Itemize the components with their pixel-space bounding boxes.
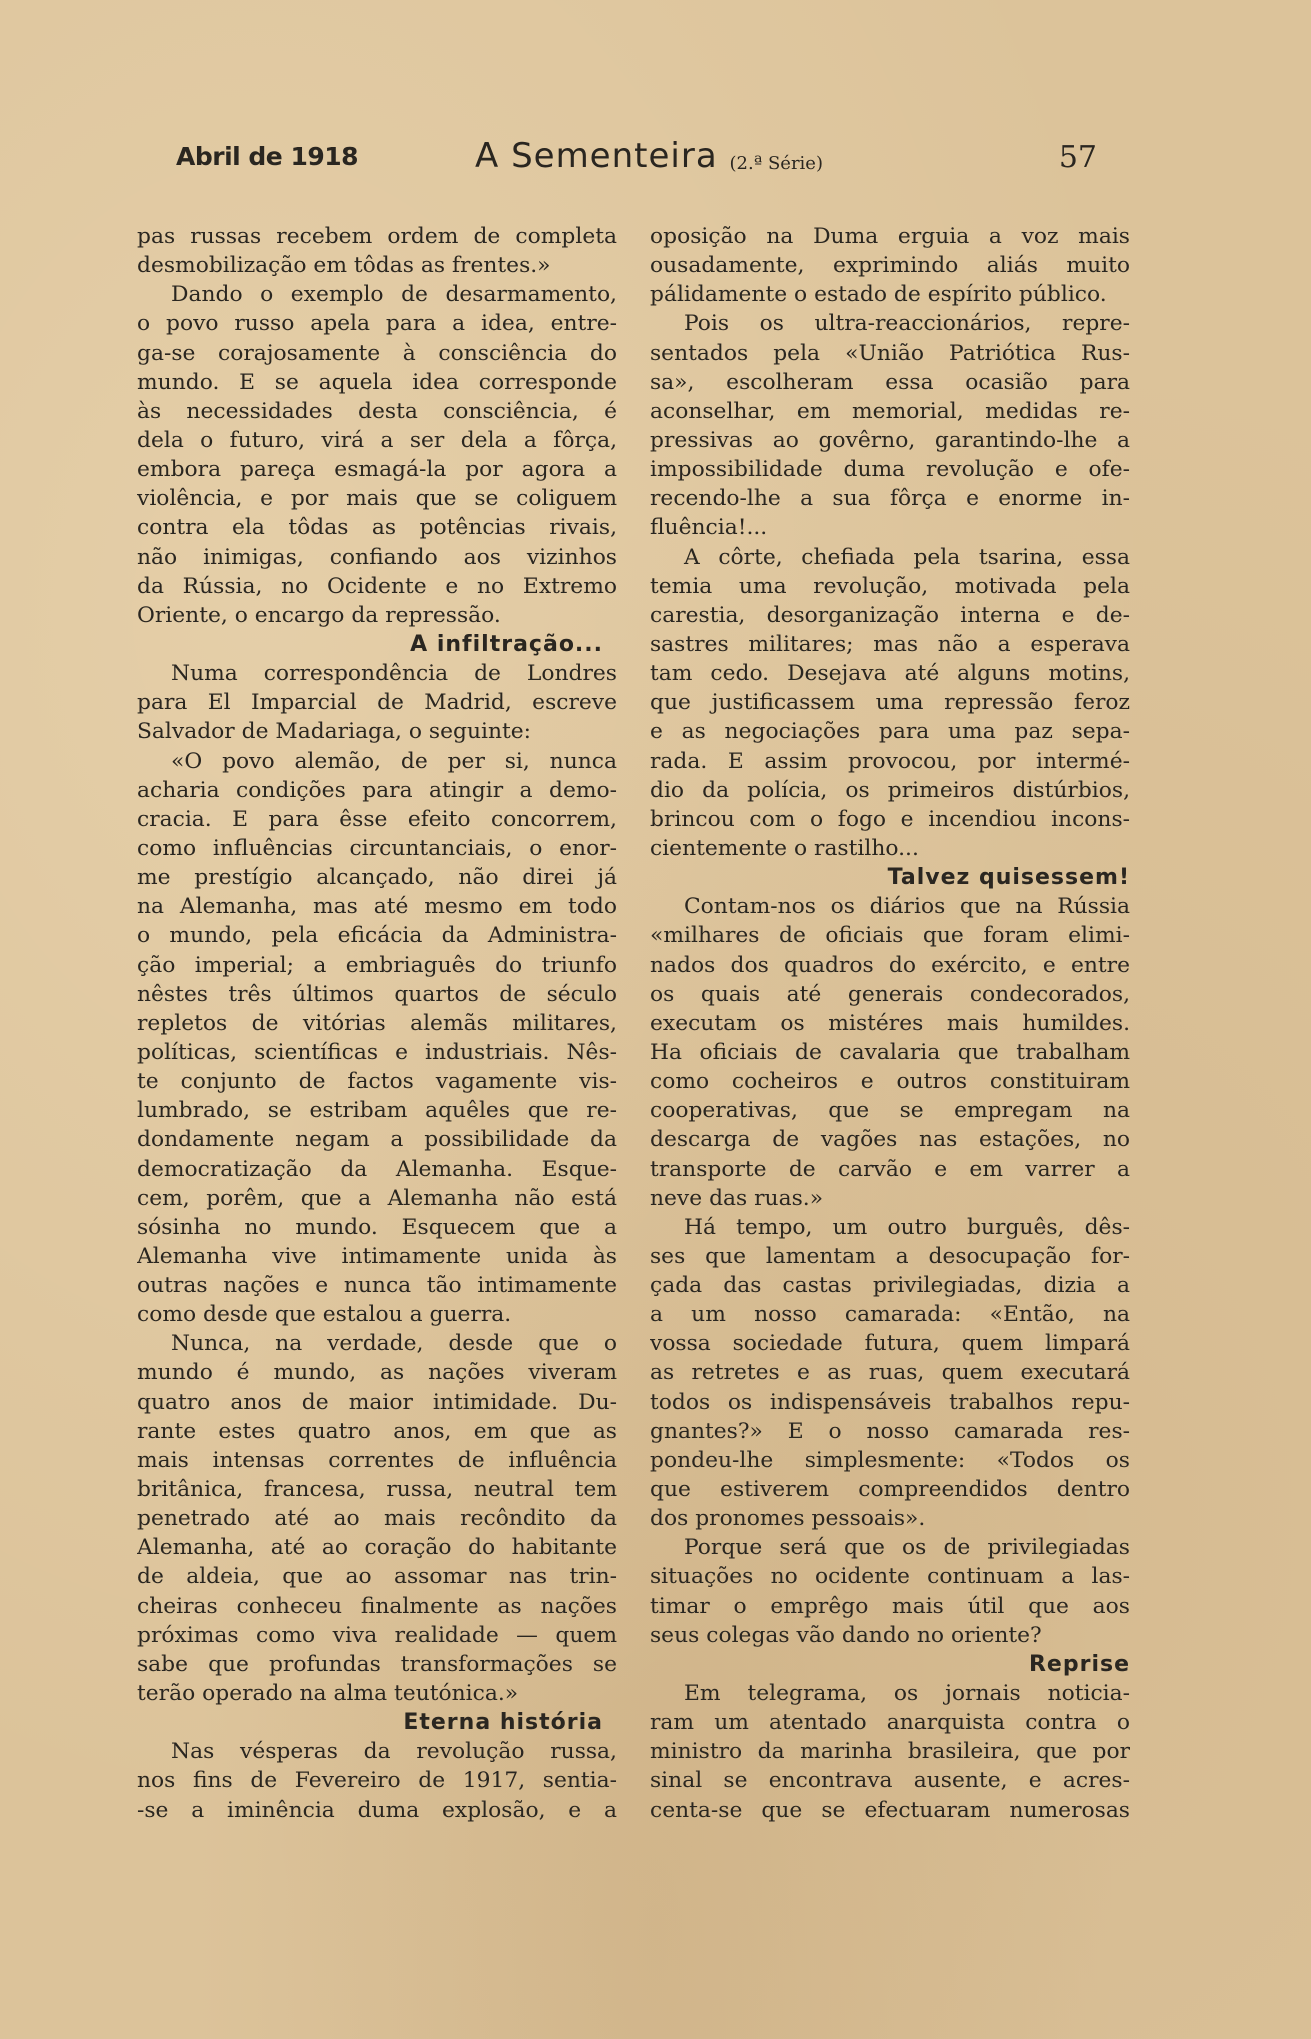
text-line: rante estes quatro anos, em que as	[137, 1418, 617, 1444]
text-line: na Alemanha, mas até mesmo em todo	[137, 894, 617, 920]
text-line: contra ela tôdas as potências rivais,	[137, 515, 617, 541]
text-line: dos pronomes pessoais».	[650, 1506, 926, 1532]
text-line: o povo russo apela para a idea, entre-	[137, 311, 617, 337]
series-label: (2.ª Série)	[729, 153, 823, 174]
text-line: o mundo, pela eficácia da Administra-	[137, 923, 617, 949]
text-line: como influências circuntanciais, o enor-	[137, 835, 617, 861]
page-header	[170, 130, 1115, 200]
text-line: britânica, francesa, russa, neutral tem	[137, 1477, 617, 1503]
text-line: sentados pela «União Patriótica Rus-	[650, 340, 1130, 366]
text-line: sabe que profundas transformações se	[137, 1651, 617, 1677]
text-line: pas russas recebem ordem de completa	[137, 224, 617, 249]
text-line: Há tempo, um outro burguês, dês-	[684, 1214, 1130, 1240]
text-line: pressivas ao govêrno, garantindo-lhe a	[650, 427, 1130, 453]
text-line: mais intensas correntes de influência	[137, 1447, 617, 1473]
text-line: oposição na Duma erguia a voz mais	[650, 224, 1130, 249]
text-line: nêstes três últimos quartos de século	[137, 981, 617, 1007]
left-column	[137, 222, 617, 1825]
text-line: sinal se encontrava ausente, e acres-	[650, 1768, 1130, 1794]
text-line: Nas vésperas da revolução russa,	[171, 1739, 617, 1765]
text-line: de aldeia, que ao assomar nas trin-	[137, 1564, 617, 1590]
text-line: da Rússia, no Ocidente e no Extremo	[137, 573, 617, 599]
text-line: dela o futuro, virá a ser dela a fôrça,	[137, 427, 617, 453]
section-heading: A infiltração...	[410, 631, 603, 657]
text-line: a um nosso camarada: «Então, na	[650, 1302, 1130, 1328]
text-line: cracia. E para êsse efeito concorrem,	[137, 806, 617, 832]
text-line: democratização da Alemanha. Esque-	[137, 1156, 617, 1182]
text-line: embora pareça esmagá-la por agora a	[137, 457, 617, 483]
text-line: descarga de vagões nas estações, no	[650, 1127, 1130, 1153]
text-line: «O povo alemão, de per si, nunca	[171, 748, 617, 774]
text-line: çada das castas privilegiadas, dizia a	[650, 1273, 1130, 1299]
text-line: desmobilização em tôdas as frentes.»	[137, 253, 551, 279]
text-line: centa-se que se efectuaram numerosas	[650, 1797, 1130, 1823]
text-line: ministro da marinha brasileira, que por	[650, 1739, 1130, 1765]
text-line: neve das ruas.»	[650, 1185, 824, 1211]
text-line: seus colegas vão dando no oriente?	[650, 1622, 1042, 1648]
text-line: Salvador de Madariaga, o seguinte:	[137, 719, 532, 745]
text-line: Nunca, na verdade, desde que o	[171, 1331, 617, 1357]
text-line: cooperativas, que se empregam na	[650, 1098, 1130, 1124]
text-line: A côrte, chefiada pela tsarina, essa	[684, 544, 1130, 570]
text-line: ses que lamentam a desocupação for-	[650, 1243, 1130, 1269]
text-line: penetrado até ao mais recôndito da	[137, 1506, 617, 1532]
publication-name: A Sementeira	[475, 136, 718, 176]
text-line: cem, porêm, que a Alemanha não está	[137, 1185, 617, 1211]
text-line: Pois os ultra-reaccionários, repre-	[684, 311, 1130, 337]
text-line: outras nações e nunca tão intimamente	[137, 1273, 617, 1299]
section-heading: Reprise	[1028, 1651, 1130, 1677]
text-line: Dando o exemplo de desarmamento,	[171, 282, 617, 308]
text-line: todos os indispensáveis trabalhos repu-	[650, 1389, 1130, 1415]
text-line: rada. E assim provocou, por intermé-	[650, 748, 1130, 774]
section-heading: Talvez quisessem!	[887, 865, 1130, 891]
text-line: ousadamente, exprimindo aliás muito	[650, 253, 1130, 279]
text-line: Alemanha, até ao coração do habitante	[137, 1535, 617, 1561]
text-line: executam os mistéres mais humildes.	[650, 1010, 1130, 1036]
text-line: e as negociações para uma paz sepa-	[650, 719, 1130, 745]
section-heading: Eterna história	[403, 1710, 603, 1736]
text-line: ção imperial; a embriaguês do triunfo	[137, 952, 617, 978]
text-line: impossibilidade duma revolução e ofe-	[650, 457, 1130, 483]
text-line: nos fins de Fevereiro de 1917, sentia-	[137, 1768, 617, 1794]
publication-title	[475, 136, 823, 176]
text-line: aconselhar, em memorial, medidas re-	[650, 398, 1130, 424]
text-line: cientemente o rastilho...	[650, 835, 919, 861]
text-line: acharia condições para atingir a demo-	[137, 777, 617, 803]
text-line: Em telegrama, os jornais noticia-	[684, 1681, 1130, 1707]
text-line: Porque será que os de privilegiadas	[684, 1535, 1130, 1561]
text-line: brincou com o fogo e incendiou incons-	[650, 806, 1130, 832]
text-line: «milhares de oficiais que foram elimi-	[650, 923, 1130, 949]
text-line: as retretes e as ruas, quem executará	[650, 1360, 1130, 1386]
text-line: Ha oficiais de cavalaria que trabalham	[650, 1039, 1130, 1065]
text-line: mundo. E se aquela idea corresponde	[137, 369, 617, 395]
text-line: repletos de vitórias alemãs militares,	[137, 1010, 617, 1036]
text-line: sastres militares; mas não a esperava	[650, 631, 1130, 657]
text-line: gnantes?» E o nosso camarada res-	[650, 1418, 1130, 1444]
text-line: situações no ocidente continuam a las-	[650, 1564, 1130, 1590]
text-line: fluência!...	[650, 515, 768, 541]
text-line: que estiverem compreendidos dentro	[650, 1477, 1130, 1503]
text-line: cheiras conheceu finalmente as nações	[137, 1593, 617, 1619]
text-line: vossa sociedade futura, quem limpará	[650, 1331, 1130, 1357]
text-line: para El Imparcial de Madrid, escreve	[137, 690, 617, 716]
text-line: pondeu-lhe simplesmente: «Todos os	[650, 1447, 1130, 1473]
text-line: transporte de carvão e em varrer a	[650, 1156, 1130, 1182]
text-line: como cocheiros e outros constituiram	[650, 1069, 1130, 1095]
text-line: os quais até generais condecorados,	[650, 981, 1130, 1007]
text-line: terão operado na alma teutónica.»	[137, 1681, 519, 1707]
text-line: sósinha no mundo. Esquecem que a	[137, 1214, 617, 1240]
text-line: timar o emprêgo mais útil que aos	[650, 1593, 1130, 1619]
page-number: 57	[1058, 140, 1097, 175]
text-line: Oriente, o encargo da repressão.	[137, 602, 501, 628]
text-line: mundo é mundo, as nações viveram	[137, 1360, 617, 1386]
text-line: Numa correspondência de Londres	[171, 661, 617, 687]
text-line: como desde que estalou a guerra.	[137, 1302, 512, 1328]
text-line: lumbrado, se estribam aquêles que re-	[137, 1098, 617, 1124]
text-line: tam cedo. Desejava até alguns motins,	[650, 661, 1130, 687]
text-line: quatro anos de maior intimidade. Du-	[137, 1389, 617, 1415]
text-line: -se a iminência duma explosão, e a	[137, 1797, 617, 1823]
text-line: te conjunto de factos vagamente vis-	[137, 1069, 617, 1095]
text-line: pálidamente o estado de espírito público.	[650, 282, 1107, 308]
text-line: dio da polícia, os primeiros distúrbios,	[650, 777, 1130, 803]
text-line: próximas como viva realidade — quem	[137, 1622, 617, 1648]
text-line: às necessidades desta consciência, é	[137, 398, 617, 424]
text-line: dondamente negam a possibilidade da	[137, 1127, 617, 1153]
text-line: Contam-nos os diários que na Rússia	[684, 894, 1130, 920]
text-line: Alemanha vive intimamente unida às	[137, 1243, 617, 1269]
text-line: não inimigas, confiando aos vizinhos	[137, 544, 617, 570]
right-column	[650, 222, 1130, 1825]
text-line: carestia, desorganização interna e de-	[650, 602, 1130, 628]
text-line: sa», escolheram essa ocasião para	[650, 369, 1130, 395]
text-line: violência, e por mais que se coliguem	[137, 486, 617, 512]
text-line: recendo-lhe a sua fôrça e enorme in-	[650, 486, 1130, 512]
text-line: temia uma revolução, motivada pela	[650, 573, 1130, 599]
text-line: nados dos quadros do exército, e entre	[650, 952, 1130, 978]
text-line: me prestígio alcançado, não direi já	[137, 865, 617, 891]
text-line: políticas, scientíficas e industriais. Nês-	[137, 1039, 617, 1065]
text-line: ga-se corajosamente à consciência do	[137, 340, 617, 366]
header-date: Abril de 1918	[176, 142, 359, 171]
text-line: ram um atentado anarquista contra o	[650, 1710, 1130, 1736]
text-line: que justificassem uma repressão feroz	[650, 690, 1130, 716]
